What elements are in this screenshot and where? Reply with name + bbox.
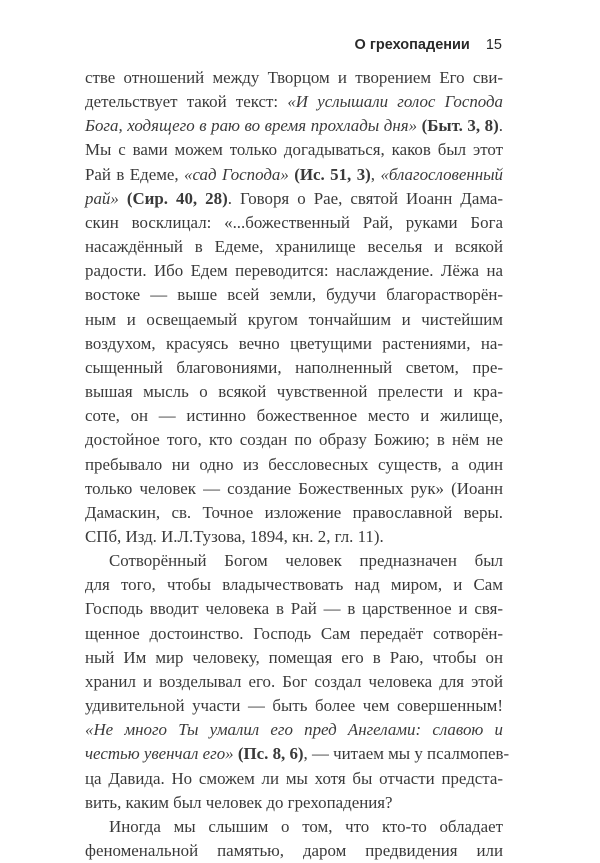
- text-line: [85, 235, 503, 259]
- text-line: [85, 597, 503, 621]
- bible-reference: (Ис. 51, 3): [294, 164, 371, 184]
- bible-reference: (Пс. 8, 6): [237, 744, 304, 764]
- text-line: [85, 646, 503, 670]
- text-line: [85, 380, 503, 404]
- text-line: [85, 66, 503, 90]
- text-line: [85, 163, 503, 187]
- italic-quote: «Не много Ты умалил его пред Ангелами: славою и: [85, 720, 503, 740]
- text-run: сыщенный благовониями, наполненный светом, пре-: [85, 357, 503, 377]
- text-run: ,: [370, 164, 381, 184]
- text-line: [85, 90, 503, 114]
- text-line: [85, 767, 503, 791]
- text-line: [85, 308, 503, 332]
- text-line: [85, 839, 503, 863]
- text-run: [119, 189, 127, 208]
- text-run: соте, он — истинно божественное место и жилище,: [85, 406, 503, 426]
- text-run: Иногда мы слышим о том, что кто-то обладает: [109, 816, 503, 836]
- text-run: для того, чтобы владычествовать над миром, и Сам: [85, 575, 503, 595]
- text-line: [85, 404, 503, 428]
- text-run: СПб, Изд. И.Л.Тузова, 1894, кн. 2, гл. 11).: [85, 526, 384, 546]
- text-run: радости. Ибо Едем переводится: наслаждение. Лёжа на: [85, 261, 503, 281]
- bible-reference: (Сир. 40, 28): [126, 188, 228, 208]
- text-line: [85, 694, 503, 718]
- text-line: [85, 622, 503, 646]
- page-number: 15: [485, 37, 502, 53]
- chapter-title: О грехопадении: [354, 37, 470, 53]
- text-line: [85, 791, 503, 815]
- italic-quote: рай»: [85, 188, 119, 208]
- text-run: детельствует такой текст:: [85, 92, 288, 112]
- text-run: Дамаскин, св. Точное изложение православной веры.: [85, 502, 503, 522]
- text-run: вить, каким был человек до грехопадения?: [85, 792, 393, 812]
- text-line: [85, 332, 503, 356]
- text-run: Господь вводит человека в Рай — в царственное и свя-: [85, 599, 503, 619]
- running-head: [355, 37, 502, 53]
- italic-quote: «сад Господа»: [184, 164, 289, 184]
- text-run: Мы с вами можем только догадываться, каков был этот: [85, 140, 503, 160]
- text-line: [85, 187, 503, 211]
- bible-reference: (Быт. 3, 8): [421, 116, 499, 136]
- text-run: .: [498, 116, 503, 136]
- text-run: щенное достоинство. Господь Сам передаёт сотворён-: [85, 623, 503, 643]
- text-run: Рай в Едеме,: [85, 164, 185, 184]
- text-run: ца Давида. Но сможем ли мы хотя бы отчасти предста-: [85, 768, 503, 788]
- text-run: стве отношений между Творцом и творением Его сви-: [85, 68, 503, 87]
- text-run: скин восклицал: «...божественный Рай, руками Бога: [85, 212, 503, 232]
- text-run: вышая мысль о всякой чувственной прелести и кра-: [85, 382, 503, 402]
- text-run: Сотворённый Богом человек предназначен был: [109, 551, 503, 571]
- text-run: пребывало ни одно из бессловесных существ, а один: [85, 454, 503, 474]
- text-line: [85, 718, 503, 742]
- body-text: [85, 66, 510, 863]
- text-line: [85, 259, 503, 283]
- text-line: [85, 211, 503, 235]
- text-run: феноменальной памятью, даром предвидения или: [85, 841, 503, 860]
- italic-quote: «И услышали голос Господа: [287, 92, 503, 112]
- text-line: [85, 573, 503, 597]
- italic-quote: «благословенный: [380, 164, 503, 184]
- text-line: [85, 283, 503, 307]
- text-run: хранил и возделывал его. Бог создал человека для этой: [85, 671, 503, 691]
- text-run: , — читаем мы у псалмопев-: [303, 744, 510, 764]
- text-run: ный Им мир человеку, помещая его в Раю, чтобы он: [85, 647, 503, 667]
- text-run: . Говоря о Рае, святой Иоанн Дама-: [227, 188, 504, 208]
- italic-quote: Бога, ходящего в раю во время прохлады дня»: [85, 116, 418, 136]
- text-line: [85, 428, 503, 452]
- text-line: [85, 501, 503, 525]
- text-line: [85, 525, 503, 549]
- text-run: востоке — выше всей земли, будучи благорастворён-: [85, 285, 503, 305]
- text-line: [85, 114, 503, 138]
- text-run: воздухом, красуясь вечно цветущими растениями, на-: [85, 333, 503, 353]
- text-line: [85, 549, 503, 573]
- text-run: удивительной участи — быть более чем совершенным!: [85, 696, 503, 716]
- text-line: [85, 815, 503, 839]
- text-run: достойное того, кто создан по образу Божию; в нём не: [85, 430, 503, 450]
- italic-quote: честью увенчал его»: [85, 744, 234, 764]
- text-line: [85, 670, 503, 694]
- text-line: [85, 138, 503, 162]
- text-run: только человек — создание Божественных рук» (Иоанн: [85, 478, 503, 498]
- text-line: [85, 356, 503, 380]
- text-run: насаждённый в Едеме, хранилище веселья и всякой: [85, 237, 503, 257]
- text-line: [85, 453, 503, 477]
- text-line: [85, 477, 503, 501]
- text-run: ным и освещаемый кругом тончайшим и чистейшим: [85, 309, 503, 329]
- text-line: [85, 742, 510, 766]
